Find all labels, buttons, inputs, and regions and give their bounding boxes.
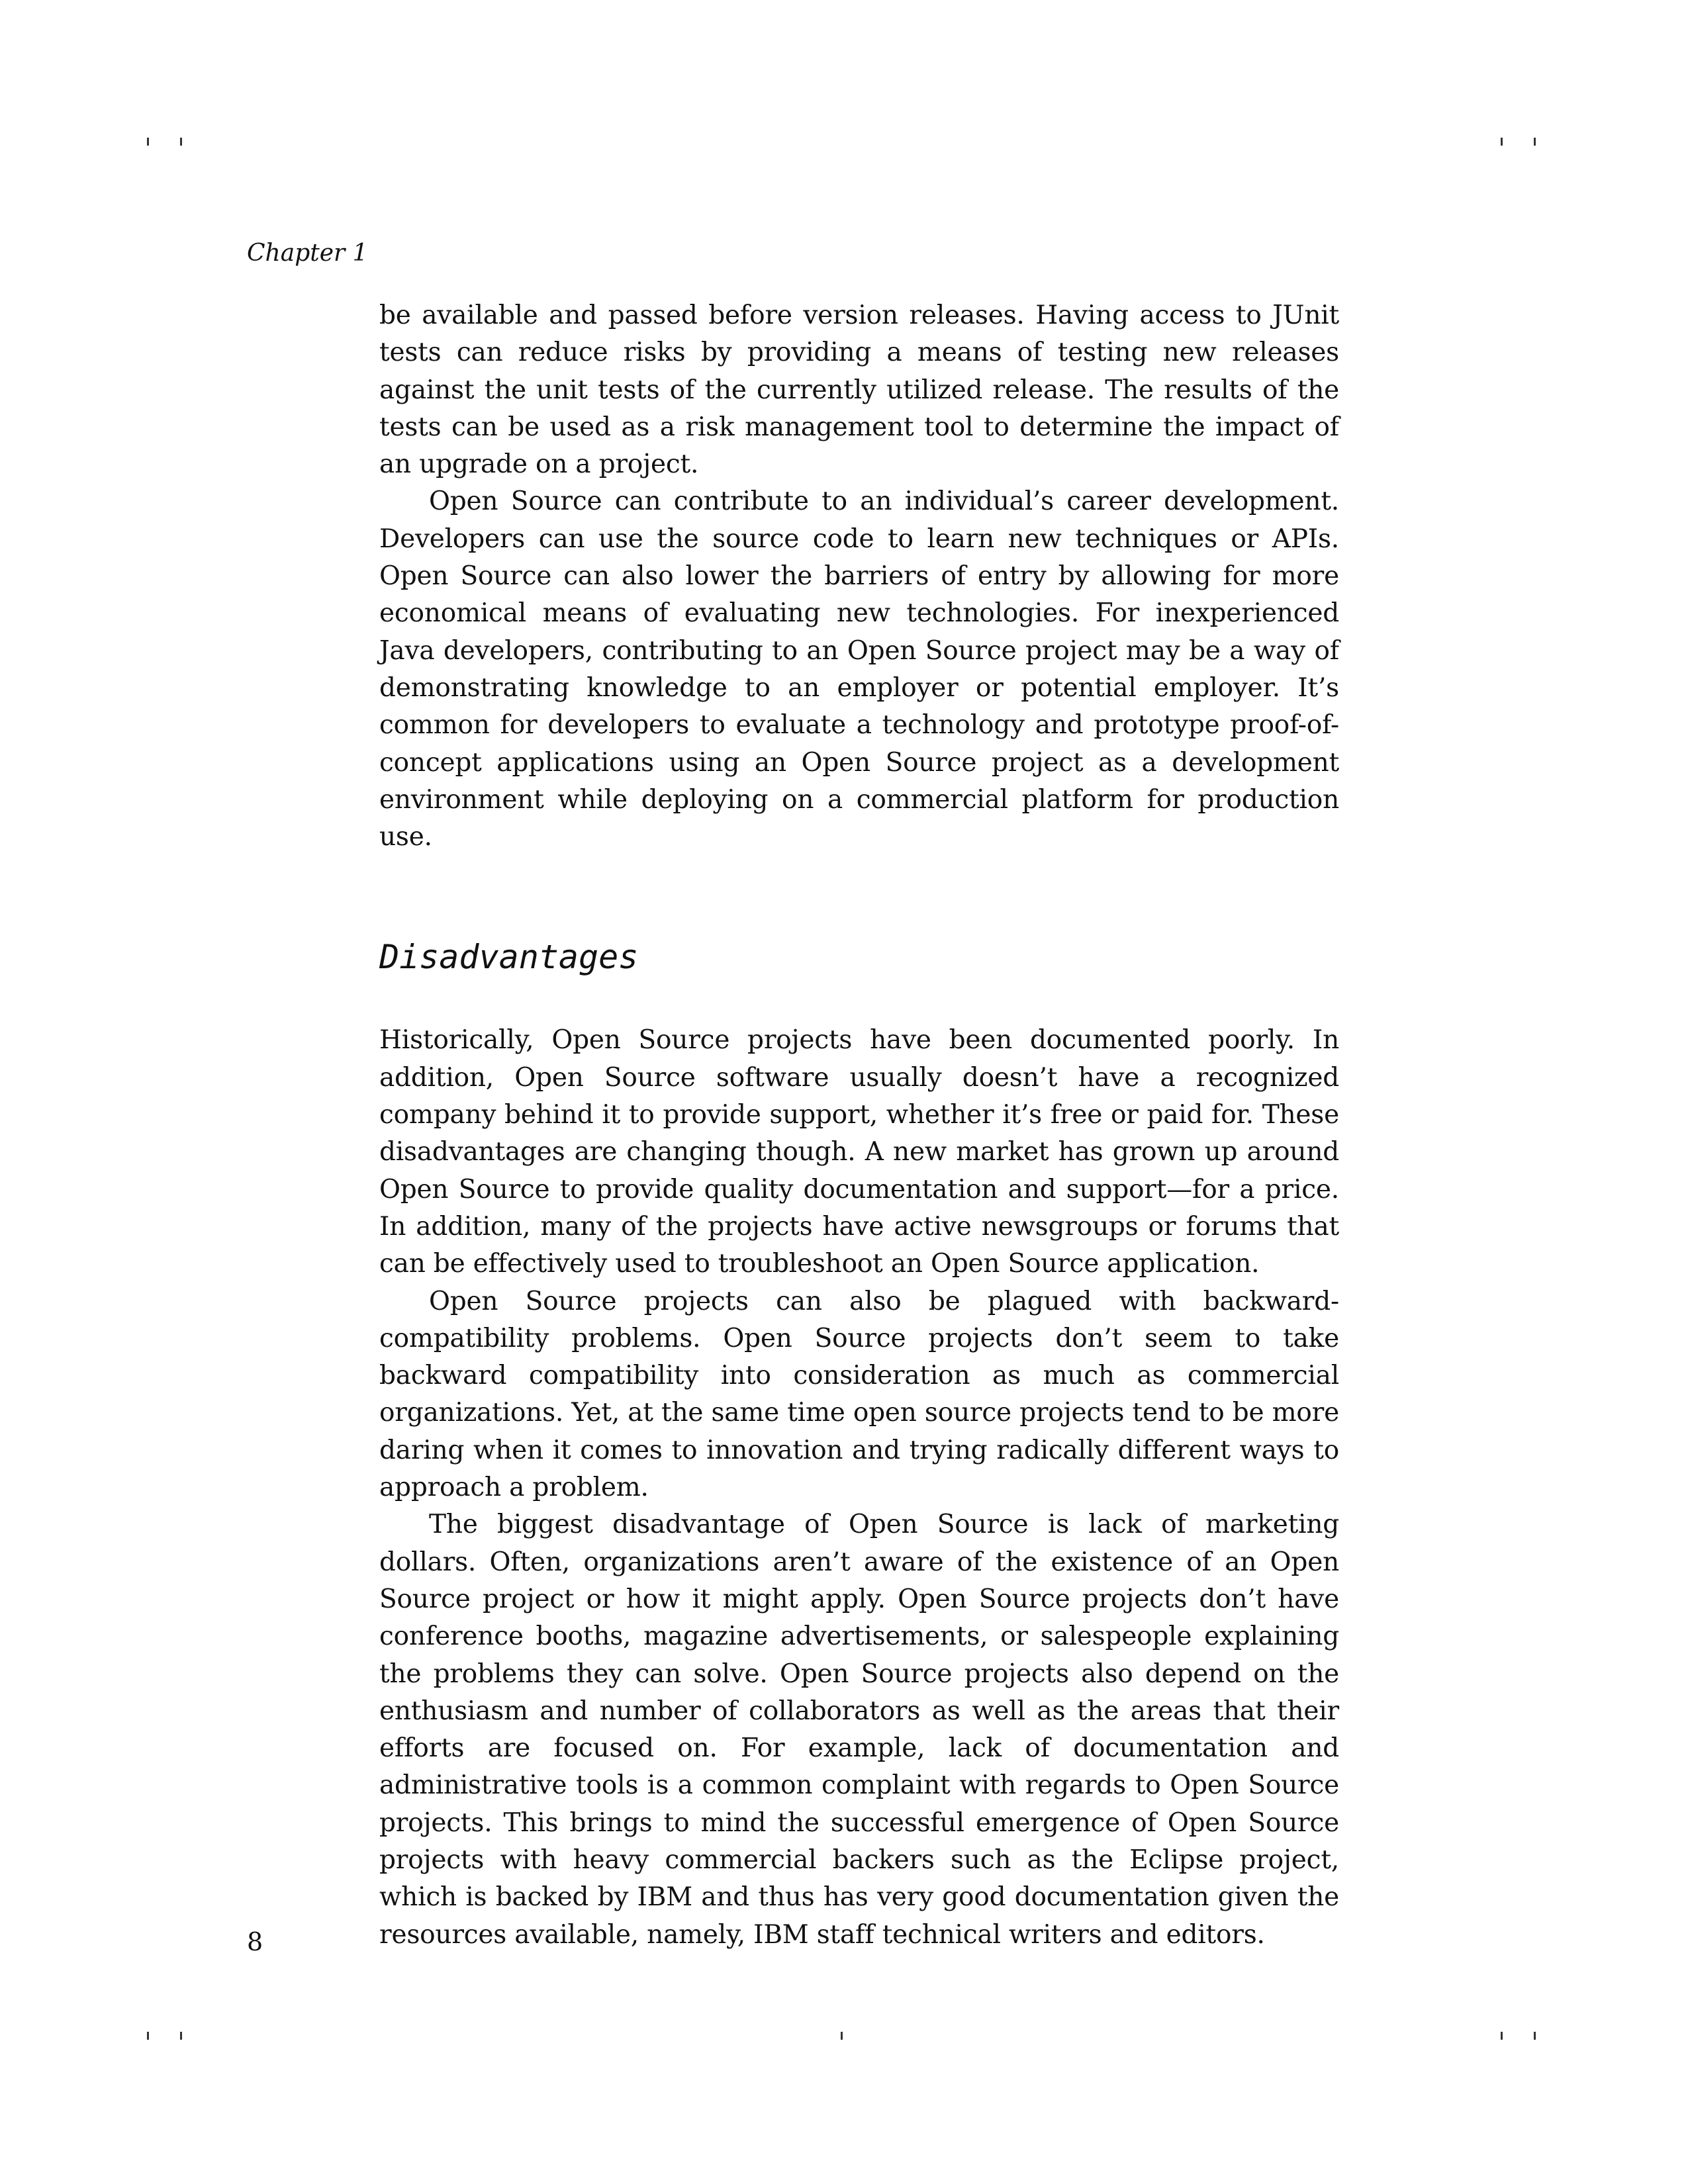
page-number: 8 — [247, 1927, 263, 1956]
paragraph: Open Source projects can also be plagued with backward-compatibility problems. Open Source projects don’t seem to take backward compatibility into consideration as much as commercial organizations. Yet, at the same time open source projects tend to be more daring when it comes to innovation and trying radically different ways to approach a problem. — [379, 1286, 1339, 1503]
crop-mark — [841, 2032, 843, 2040]
paragraph: The biggest disadvantage of Open Source is lack of marketing dollars. Often, organizations aren’t aware of the existence of an Open Source project or how it might apply. Open Source projects don’t have conference booths, magazine advertisements, or salespeople explaining the problems they can solve. Open Source projects also depend on the enthusiasm and number of collaborators as well as the areas that their efforts are focused on. For example, lack of documentation and administrative tools is a common complaint with regards to Open Source projects. This brings to mind the successful emergence of Open Source projects with heavy commercial backers such as the Eclipse project, which is backed by IBM and thus has very good documentation given the resources available, namely, IBM staff technical writers and editors. — [379, 1510, 1339, 1950]
crop-mark — [1501, 2032, 1503, 2040]
body-text — [379, 297, 1339, 1950]
crop-mark — [147, 2032, 149, 2040]
crop-mark — [1534, 2032, 1536, 2040]
paragraph: be available and passed before version releases. Having access to JUnit tests can reduce risks by providing a means of testing new releases against the unit tests of the currently utilized release. The results of the tests can be used as a risk management tool to determine the impact of an upgrade on a project. — [379, 300, 1339, 480]
crop-mark — [180, 2032, 182, 2040]
paragraph: Open Source can contribute to an individual’s career development. Developers can use the source code to learn new techniques or APIs. Open Source can also lower the barriers of entry by allowing for more economical means of evaluating new technologies. For inexperienced Java developers, contributing to an Open Source project may be a way of demonstrating knowledge to an employer or potential employer. It’s common for developers to evaluate a technology and prototype proof-of-concept applications using an Open Source project as a development environment while deploying on a commercial platform for production use. — [379, 486, 1339, 852]
crop-mark — [1501, 138, 1503, 146]
crop-mark — [180, 138, 182, 146]
paragraph: Historically, Open Source projects have been documented poorly. In addition, Open Source software usually doesn’t have a recognized company behind it to provide support, whether it’s free or paid for. These disadvantages are changing though. A new market has grown up around Open Source to provide quality documentation and support—for a price. In addition, many of the projects have active newsgroups or forums that can be effectively used to troubleshoot an Open Source application. — [379, 1025, 1339, 1279]
crop-mark — [147, 138, 149, 146]
crop-mark — [1534, 138, 1536, 146]
section-heading: Disadvantages — [379, 938, 639, 977]
running-head: Chapter 1 — [247, 240, 368, 267]
